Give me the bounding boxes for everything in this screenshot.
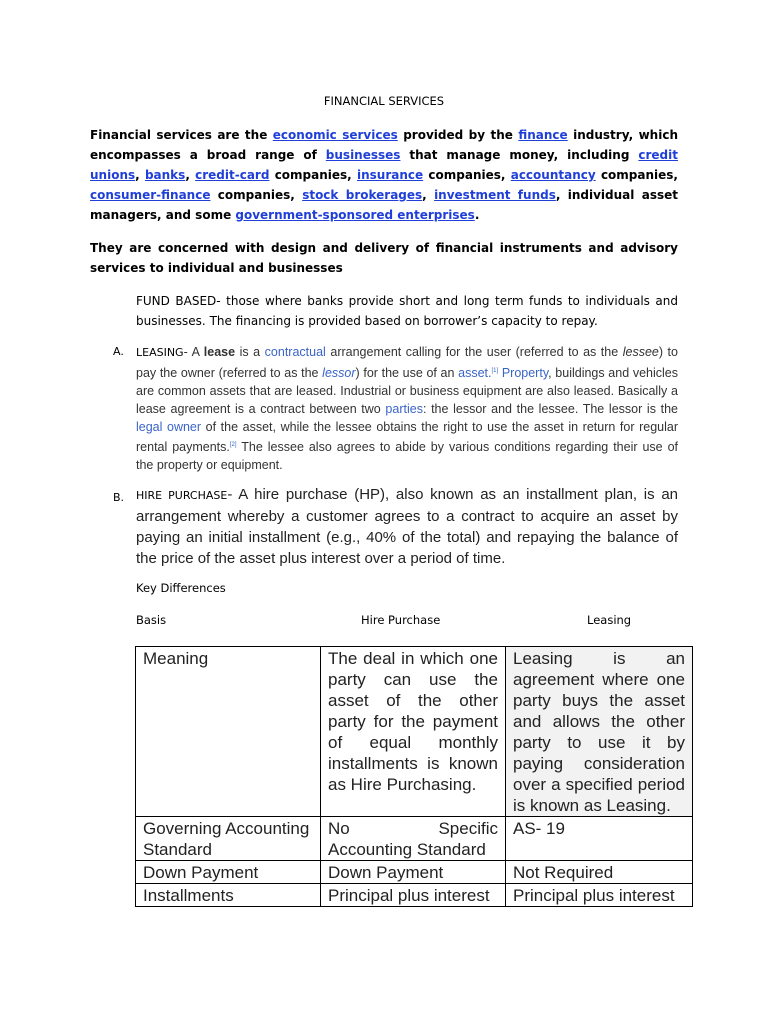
table-row xyxy=(136,817,693,861)
intro-text: , xyxy=(135,168,145,182)
table-cell-leasing: Not Required xyxy=(506,861,693,884)
leasing-run: arrangement calling for the user (referred to as the xyxy=(325,345,623,359)
document-title: FINANCIAL SERVICES xyxy=(323,94,445,108)
table-cell-basis: Governing Accounting Standard xyxy=(136,817,321,861)
hire-purchase-label: HIRE PURCHASE xyxy=(136,489,228,502)
footnote-2[interactable]: [2] xyxy=(229,442,237,449)
intro-text: companies, xyxy=(595,168,678,182)
link-property[interactable]: Property xyxy=(501,366,549,381)
link-credit-unions[interactable]: credit unions xyxy=(90,148,678,182)
table-cell-leasing: Principal plus interest xyxy=(506,884,693,907)
hire-purchase-text xyxy=(136,484,678,569)
hire-purchase-run: - A hire purchase (HP), also known as an installment plan, is an arrangement whereby a customer agrees to a contract to acquire an asset by paying an initial installment (e.g., 40% of the total) and repaying the balance of the price of the asset plus interest over a period of time. xyxy=(136,486,679,567)
link-accountancy[interactable]: accountancy xyxy=(510,168,596,182)
leasing-run: - A xyxy=(183,345,204,359)
table-cell-hire-purchase: Down Payment xyxy=(321,861,506,884)
link-stock-brokerages[interactable]: stock brokerages xyxy=(302,188,423,202)
concerned-paragraph: They are concerned with design and delivery of financial instruments and advisory services to individual and businesses xyxy=(90,241,678,275)
leasing-run: : the lessor and the lessee. The lessor is the xyxy=(422,402,678,417)
leasing-run: of the asset, while the lessee obtains the right to use the asset in return for regular rental payments. xyxy=(136,420,678,455)
link-finance[interactable]: finance xyxy=(518,128,568,142)
intro-text: industry, which encompasses a broad range of xyxy=(90,128,678,162)
link-banks[interactable]: banks xyxy=(144,168,186,182)
footnote-1[interactable]: [1] xyxy=(491,368,499,374)
link-contractual[interactable]: contractual xyxy=(264,345,326,359)
header-basis: Basis xyxy=(136,613,167,627)
leasing-run: ) to pay the owner (referred to as the xyxy=(136,345,678,381)
link-asset[interactable]: asset. xyxy=(458,366,492,381)
link-investment-funds[interactable]: investment funds xyxy=(434,188,556,202)
list-item-leasing xyxy=(113,343,678,474)
link-insurance[interactable]: insurance xyxy=(357,168,424,182)
intro-text: , xyxy=(185,168,196,182)
link-legal-owner[interactable]: legal owner xyxy=(136,420,202,435)
fund-based-paragraph: FUND BASED- those where banks provide short and long term funds to individuals and businesses. The financing is provided based on borrower’s capacity to repay. xyxy=(136,294,678,328)
intro-paragraph xyxy=(90,125,678,225)
list-marker: B. xyxy=(113,491,125,504)
link-government-sponsored-enterprises[interactable]: government-sponsored enterprises xyxy=(235,208,475,222)
link-economic-services[interactable]: economic services xyxy=(272,128,398,142)
link-lessor[interactable]: lessor xyxy=(322,366,356,381)
table-cell-hire-purchase: The deal in which one party can use the asset of the other party for the payment of equal monthly installments is known as Hire Purchasing. xyxy=(321,647,506,817)
intro-text: . xyxy=(474,208,480,222)
intro-text: , xyxy=(422,188,435,202)
intro-text: provided by the xyxy=(397,128,519,142)
leasing-run: , buildings and vehicles are common assets that are leased. Industrial or business equipment are also leased. Basically a lease agreement is a contract between two xyxy=(136,366,678,417)
lease-term: lease xyxy=(203,345,236,359)
leasing-run: The lessee also agrees to abide by various conditions regarding their use of the property or equipment. xyxy=(136,440,678,473)
table-cell-basis: Meaning xyxy=(136,647,321,817)
table-cell-leasing: Leasing is an agreement where one party buys the asset and allows the other party to use it by paying consideration over a specified period is known as Leasing. xyxy=(506,647,693,817)
table-cell-hire-purchase: No Specific Accounting Standard xyxy=(321,817,506,861)
link-businesses[interactable]: businesses xyxy=(325,148,401,162)
key-differences-heading: Key Differences xyxy=(136,581,226,595)
intro-text: companies, xyxy=(269,168,357,182)
intro-text: companies, xyxy=(210,188,303,202)
leasing-label: LEASING xyxy=(136,346,184,359)
table-row xyxy=(136,861,693,884)
table-cell-basis: Installments xyxy=(136,884,321,907)
leasing-text xyxy=(136,343,678,474)
lessee-term: lessee xyxy=(622,345,659,359)
header-leasing: Leasing xyxy=(587,613,632,627)
intro-text: that manage money, including xyxy=(400,148,639,162)
leasing-run: is a xyxy=(235,345,265,359)
table-cell-leasing: AS- 19 xyxy=(506,817,693,861)
table-cell-basis: Down Payment xyxy=(136,861,321,884)
table-row xyxy=(136,647,693,817)
table-cell-hire-purchase: Principal plus interest xyxy=(321,884,506,907)
intro-text: companies, xyxy=(423,168,511,182)
link-credit-card[interactable]: credit-card xyxy=(195,168,270,182)
link-consumer-finance[interactable]: consumer-finance xyxy=(90,188,211,202)
link-parties[interactable]: parties xyxy=(385,402,423,417)
intro-text: Financial services are the xyxy=(90,128,273,142)
comparison-table xyxy=(135,646,693,907)
leasing-run: ) for the use of an xyxy=(355,366,459,381)
table-row xyxy=(136,884,693,907)
list-marker: A. xyxy=(113,345,124,358)
list-item-hire-purchase xyxy=(113,484,678,569)
intro-text: , individual asset managers, and some xyxy=(90,188,678,222)
header-hire-purchase: Hire Purchase xyxy=(361,613,441,627)
